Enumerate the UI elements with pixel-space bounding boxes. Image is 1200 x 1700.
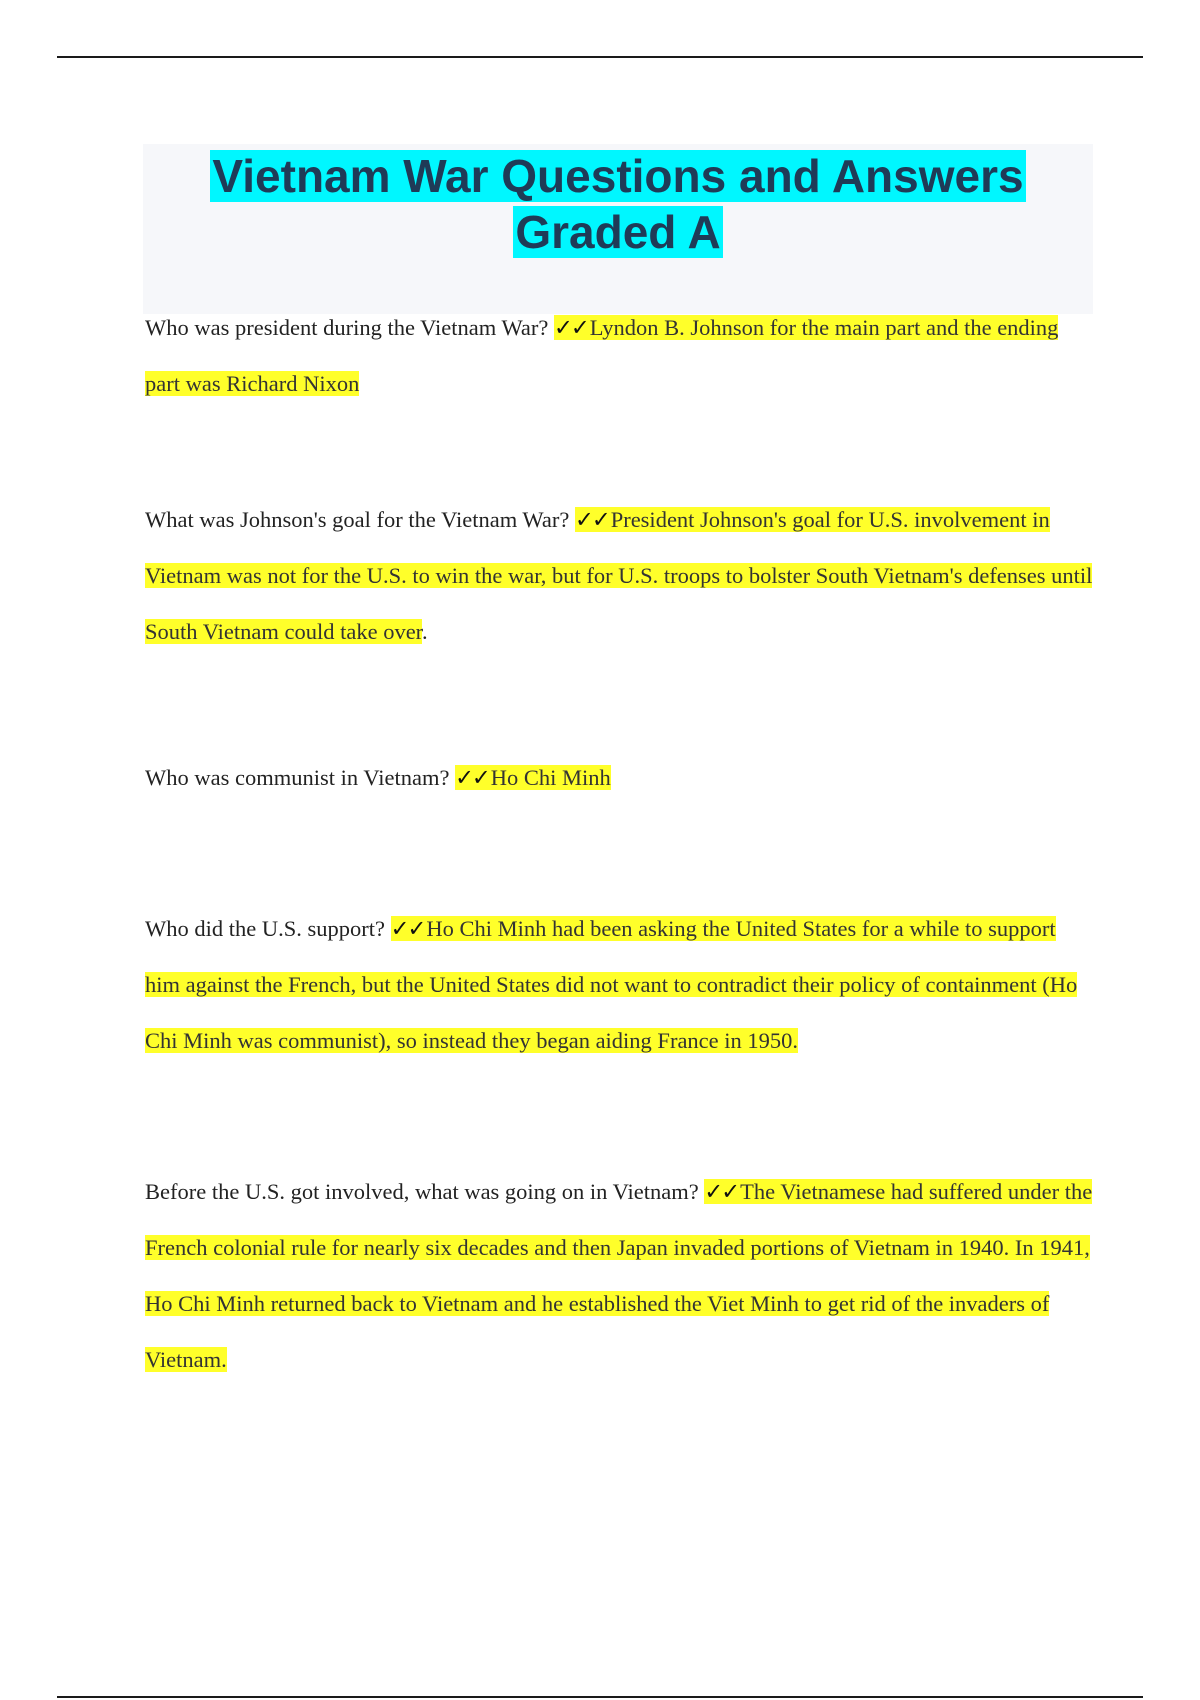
answer-text: Ho Chi Minh had been asking the United States for a while to support him against the French, but the United States did not want to contradict their policy of containment (Ho Chi Minh was communist), so instead they began aiding France in 1950. — [145, 916, 1078, 1053]
double-check-icon: ✓✓ — [704, 1179, 739, 1205]
qa-item-1 — [145, 300, 1095, 412]
answer-text: President Johnson's goal for U.S. involvement in Vietnam was not for the U.S. to win the war, but for U.S. troops to bolster South Vietnam's defenses until South Vietnam could take over — [145, 507, 1093, 644]
answer-trail: . — [421, 619, 428, 644]
page-title — [143, 148, 1093, 260]
double-check-icon: ✓✓ — [574, 507, 609, 533]
question-text: Who was president during the Vietnam War? — [145, 315, 549, 340]
answer-highlight — [145, 1179, 1092, 1372]
qa-item-2 — [145, 492, 1095, 660]
question-text: What was Johnson's goal for the Vietnam War? — [145, 507, 570, 532]
double-check-icon: ✓✓ — [554, 315, 588, 341]
answer-highlight — [455, 765, 611, 790]
answer-text: Lyndon B. Johnson for the main part and the ending part was Richard Nixon — [145, 315, 1059, 396]
qa-item-3 — [145, 750, 1095, 806]
double-check-icon: ✓✓ — [390, 916, 425, 942]
answer-text: Ho Chi Minh — [490, 765, 611, 790]
question-text: Who was communist in Vietnam? — [145, 765, 450, 790]
title-line-2: Graded A — [515, 206, 721, 258]
title-line-1: Vietnam War Questions and Answers — [212, 150, 1024, 202]
qa-item-4 — [145, 901, 1095, 1069]
top-rule — [57, 56, 1143, 58]
question-text: Who did the U.S. support? — [145, 916, 385, 941]
answer-text: The Vietnamese had suffered under the French colonial rule for nearly six decades and then Japan invaded portions of Vietnam in 1940. In 1941, Ho Chi Minh returned back to Vietnam and he established the Viet Minh to get rid of the invaders of Vietnam. — [145, 1179, 1093, 1372]
double-check-icon: ✓✓ — [455, 765, 489, 791]
bottom-rule — [57, 1696, 1143, 1698]
question-text: Before the U.S. got involved, what was going on in Vietnam? — [145, 1179, 699, 1204]
qa-list — [145, 300, 1095, 1388]
qa-item-5 — [145, 1164, 1095, 1388]
title-block — [143, 144, 1093, 314]
